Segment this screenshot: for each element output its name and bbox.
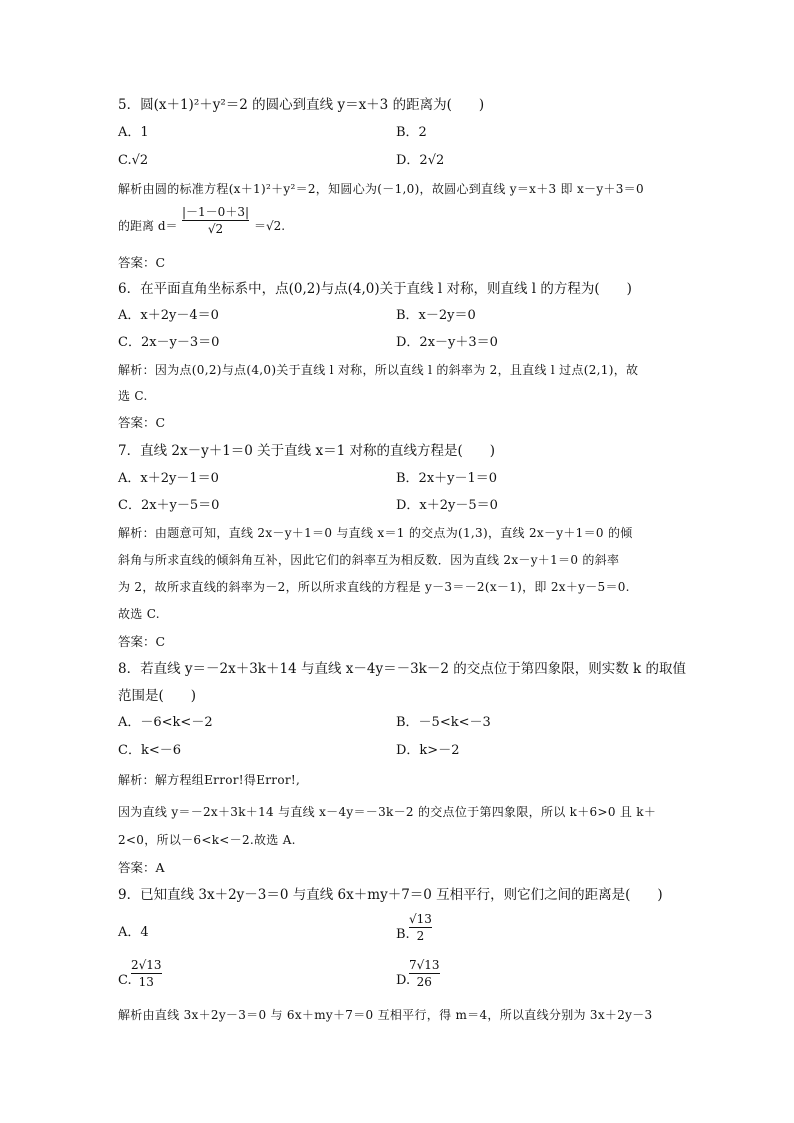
q8-option-d: D．k>－2 bbox=[396, 743, 460, 758]
q8-option-b: B．－5<k<－3 bbox=[396, 715, 491, 730]
q8-stem-line1: 8．若直线 y＝－2x＋3k＋14 与直线 x－4y＝－3k－2 的交点位于第四象限，则实数 k 的取值 bbox=[118, 661, 686, 677]
q9-option-d-label: D. bbox=[396, 973, 411, 988]
q5-fraction-numerator: |－1－0＋3| bbox=[182, 205, 249, 219]
fraction-bar bbox=[409, 927, 432, 928]
q8-stem-line2: 范围是( ) bbox=[118, 688, 197, 704]
q5-stem: 5．圆(x＋1)²＋y²＝2 的圆心到直线 y＝x＋3 的距离为( ) bbox=[118, 97, 485, 113]
q9-option-d-denominator: 26 bbox=[416, 975, 432, 989]
q7-solution-line3: 为 2，故所求直线的斜率为－2，所以所求直线的方程是 y－3＝－2(x－1)，即 2x＋y－5＝0. bbox=[118, 580, 630, 594]
q5-solution-prefix: 的距离 d＝ bbox=[118, 219, 178, 233]
q5-solution-fraction bbox=[182, 205, 249, 236]
q7-option-d: D．x＋2y－5＝0 bbox=[396, 498, 498, 513]
q7-solution-line2: 斜角与所求直线的倾斜角互补，因此它们的斜率互为相反数．因为直线 2x－y＋1＝0 的斜率 bbox=[118, 553, 620, 567]
q6-option-a: A．x＋2y－4＝0 bbox=[118, 308, 219, 323]
q7-option-c: C．2x＋y－5＝0 bbox=[118, 498, 220, 513]
q9-stem: 9．已知直线 3x＋2y－3＝0 与直线 6x＋my＋7＝0 互相平行，则它们之间的距离是( ) bbox=[118, 887, 663, 903]
q5-solution-suffix: ＝√2. bbox=[254, 219, 286, 233]
q6-option-d: D．2x－y＋3＝0 bbox=[396, 335, 498, 350]
q8-solution-line1: 解析：解方程组Error!得Error!, bbox=[118, 773, 301, 787]
q8-option-a: A．－6<k<－2 bbox=[118, 715, 213, 730]
q7-answer: 答案：C bbox=[118, 634, 166, 649]
q5-solution-line1: 解析由圆的标准方程(x＋1)²＋y²＝2，知圆心为(－1,0)，故圆心到直线 y＝x＋3 即 x－y＋3＝0 bbox=[118, 182, 644, 196]
q9-option-c-label: C. bbox=[118, 973, 132, 988]
fraction-bar bbox=[131, 973, 162, 974]
q6-option-b: B．x－2y＝0 bbox=[396, 308, 476, 323]
q5-option-a: A．1 bbox=[118, 125, 149, 140]
q6-answer: 答案：C bbox=[118, 415, 166, 430]
q9-option-a: A．4 bbox=[118, 925, 149, 940]
q9-option-d-fraction bbox=[409, 958, 440, 989]
q5-option-c: C.√2 bbox=[118, 153, 149, 168]
q5-fraction-denominator: √2 bbox=[207, 222, 224, 236]
q7-solution-line4: 故选 C. bbox=[118, 607, 160, 621]
q6-stem: 6．在平面直角坐标系中，点(0,2)与点(4,0)关于直线 l 对称，则直线 l 的方程为( ) bbox=[118, 281, 632, 297]
q7-stem: 7．直线 2x－y＋1＝0 关于直线 x＝1 对称的直线方程是( ) bbox=[118, 443, 495, 459]
q7-solution-line1: 解析：由题意可知，直线 2x－y＋1＝0 与直线 x＝1 的交点为(1,3)，直线 2x－y＋1＝0 的倾 bbox=[118, 526, 633, 540]
q8-solution-line3: 2<0，所以－6<k<－2.故选 A. bbox=[118, 833, 296, 847]
q9-option-b-fraction bbox=[409, 912, 432, 943]
q9-option-b-numerator: √13 bbox=[409, 912, 432, 926]
q6-solution-line2: 选 C. bbox=[118, 389, 148, 403]
q6-solution-line1: 解析：因为点(0,2)与点(4,0)关于直线 l 对称，所以直线 l 的斜率为 2，且直线 l 过点(2,1)，故 bbox=[118, 363, 639, 377]
q8-solution-line2: 因为直线 y＝－2x＋3k＋14 与直线 x－4y＝－3k－2 的交点位于第四象限，所以 k＋6>0 且 k＋ bbox=[118, 805, 657, 819]
q9-solution-line1: 解析由直线 3x＋2y－3＝0 与 6x＋my＋7＝0 互相平行，得 m＝4，所以直线分别为 3x＋2y－3 bbox=[118, 1008, 653, 1022]
q5-answer: 答案：C bbox=[118, 255, 166, 270]
q5-option-b: B．2 bbox=[396, 125, 427, 140]
q9-option-c-fraction bbox=[131, 958, 162, 989]
fraction-bar bbox=[182, 220, 249, 221]
q9-option-b-denominator: 2 bbox=[416, 929, 425, 943]
fraction-bar bbox=[409, 973, 440, 974]
q6-option-c: C．2x－y－3＝0 bbox=[118, 335, 220, 350]
q7-option-a: A．x＋2y－1＝0 bbox=[118, 471, 219, 486]
q7-option-b: B．2x＋y－1＝0 bbox=[396, 471, 498, 486]
q5-option-d: D．2√2 bbox=[396, 153, 445, 168]
q9-option-b-label: B. bbox=[396, 927, 410, 942]
q9-option-d-numerator: 7√13 bbox=[409, 958, 440, 972]
q9-option-c-numerator: 2√13 bbox=[131, 958, 162, 972]
q8-answer: 答案：A bbox=[118, 860, 165, 875]
q9-option-c-denominator: 13 bbox=[138, 975, 154, 989]
q8-option-c: C．k<－6 bbox=[118, 743, 181, 758]
